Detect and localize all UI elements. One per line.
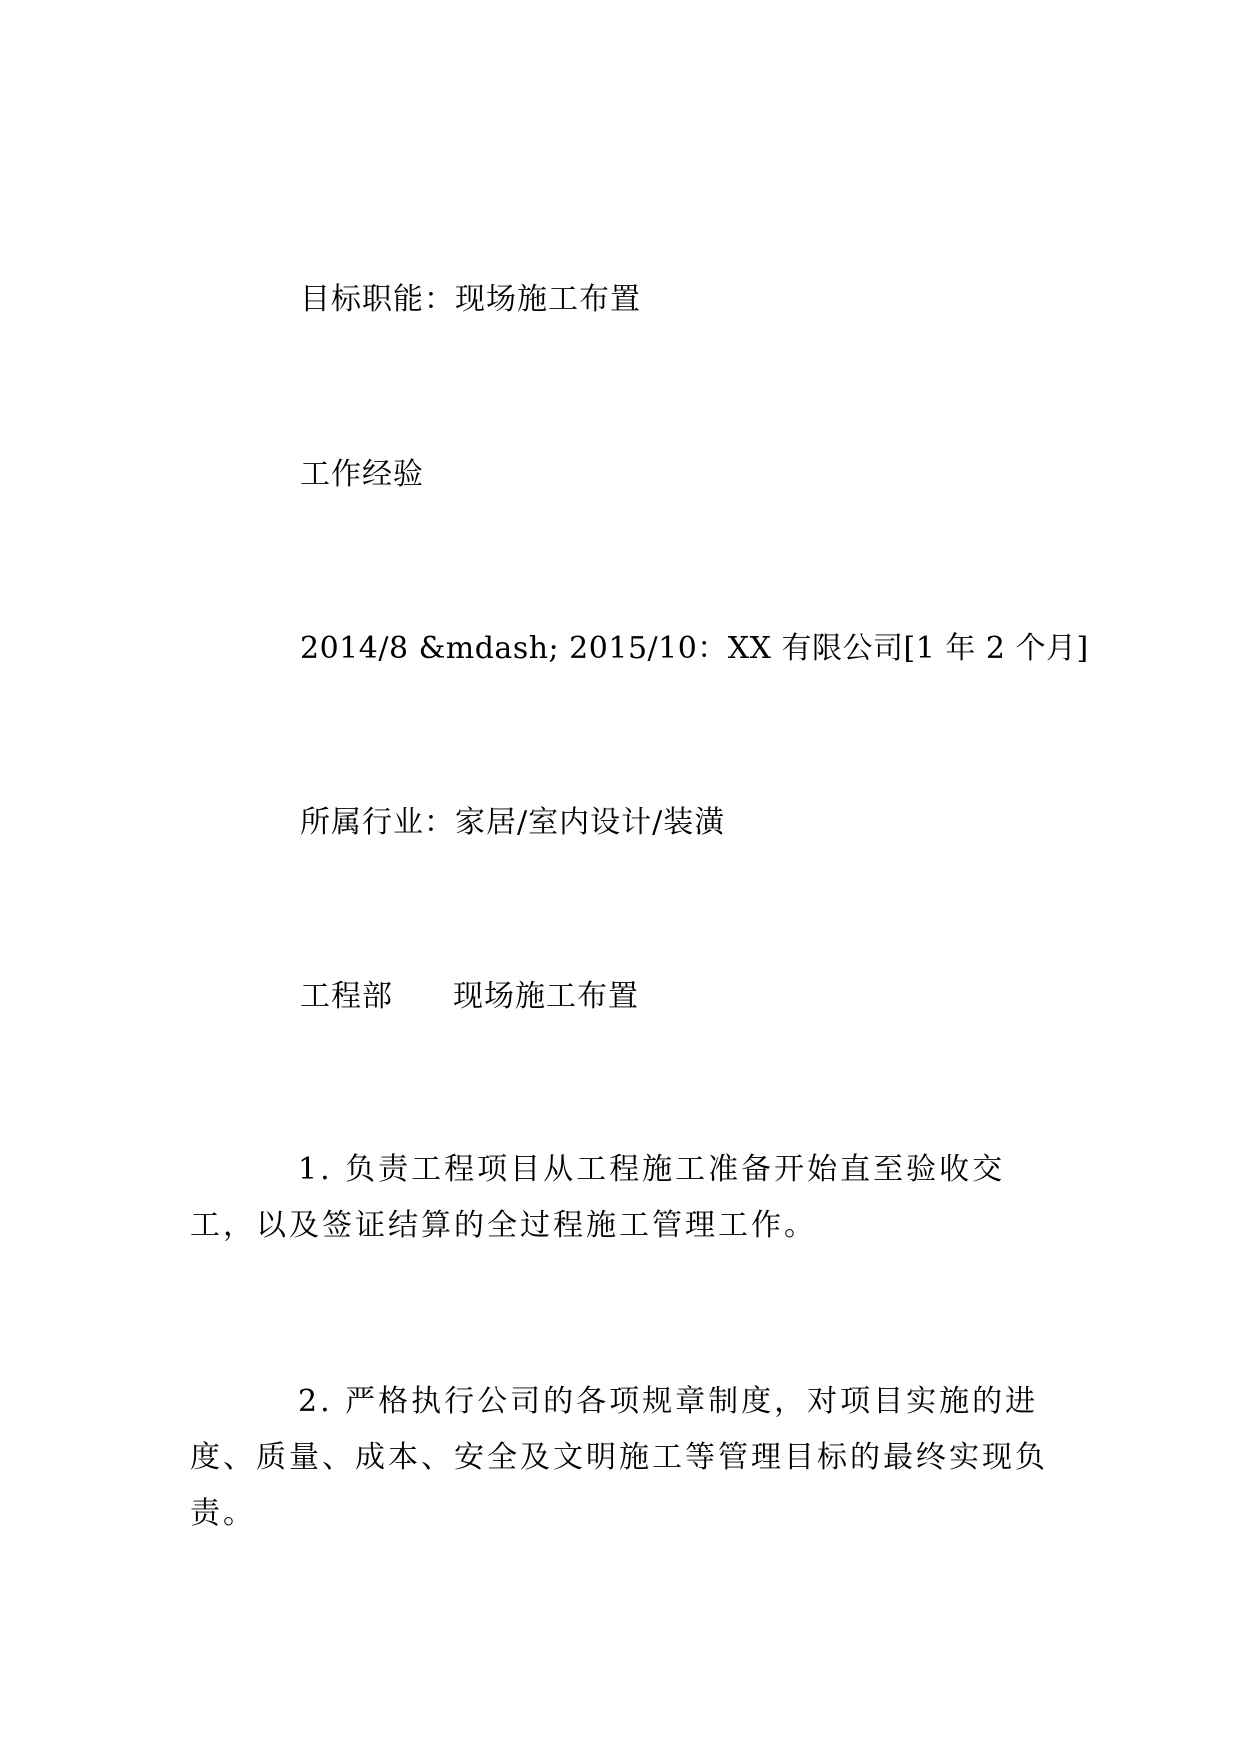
duty-paragraph-1: 1. 负责工程项目从工程施工准备开始直至验收交工，以及签证结算的全过程施工管理工作。 [190,1152,1006,1243]
employment-period-line: 2014/8 &mdash; 2015/10：XX 有限公司[1 年 2 个月] [300,631,1089,666]
department-label: 工程部 [300,979,393,1014]
duty-paragraph-2: 2. 严格执行公司的各项规章制度，对项目实施的进度、质量、成本、安全及文明施工等管理目标的最终实现负责。 [190,1384,1048,1531]
position-label: 现场施工布置 [453,979,639,1014]
industry-line: 所属行业：家居/室内设计/装潢 [300,805,726,840]
target-function-line: 目标职能：现场施工布置 [300,282,641,317]
department-position-line [300,979,639,1014]
work-experience-heading: 工作经验 [300,457,424,492]
